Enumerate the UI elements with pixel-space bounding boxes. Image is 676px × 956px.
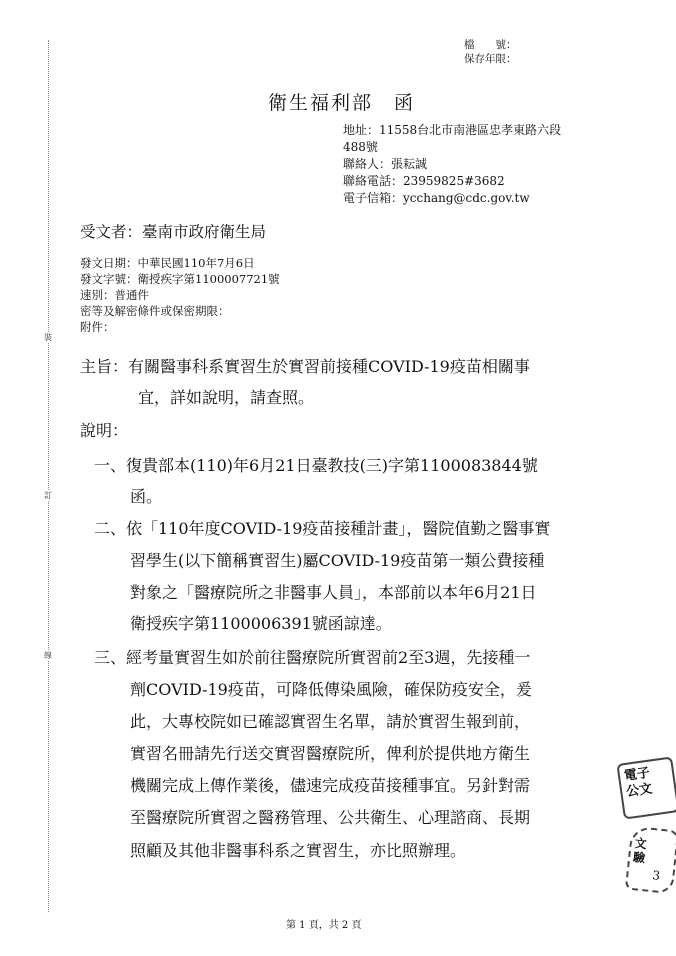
seal-number: 3 xyxy=(651,868,661,883)
subject-line1: 主旨：有關醫事科系實習生於實習前接種COVID-19疫苗相關事 xyxy=(80,357,530,376)
contact-phone: 聯絡電話：23959825#3682 xyxy=(343,174,505,188)
delivery-speed: 速別：普通件 xyxy=(80,288,149,302)
item-three-line6: 至醫療院所實習之醫務管理、公共衛生、心理諮商、長期 xyxy=(130,808,531,827)
item-three-line3: 此，大專校院如已確認實習生名單，請於實習生報到前， xyxy=(130,712,531,731)
seal-text-a: 電子 xyxy=(623,765,652,785)
contact-address-line2: 488號 xyxy=(343,140,378,154)
explanation-heading: 說明： xyxy=(80,421,129,440)
binding-mark-middle: 訂 xyxy=(44,491,52,500)
seal-text-b: 公文 xyxy=(625,781,654,800)
electronic-seal-stamp xyxy=(616,756,676,819)
binding-mark-top: 裝 xyxy=(44,333,52,342)
item-three-line2: 劑COVID-19疫苗，可降低傳染風險，確保防疫安全，爰 xyxy=(130,680,532,699)
verification-seal-stamp xyxy=(625,826,676,895)
document-number: 發文字號：衛授疾字第1100007721號 xyxy=(80,272,280,286)
item-two-line2: 習學生(以下簡稱實習生)屬COVID-19疫苗第一類公費接種 xyxy=(130,551,545,570)
retention-label: 保存年限： xyxy=(464,53,517,65)
item-three-line4: 實習名冊請先行送交實習醫療院所，俾利於提供地方衛生 xyxy=(130,744,531,763)
attachments: 附件： xyxy=(80,320,115,334)
subject-line2: 宜，詳如說明，請查照。 xyxy=(138,388,315,407)
item-one-line1: 一、復貴部本(110)年6月21日臺教技(三)字第1100083844號 xyxy=(94,456,538,475)
document-title: 衛生福利部 函 xyxy=(268,92,416,114)
item-two-line4: 衛授疾字第1100006391號函諒達。 xyxy=(130,614,392,633)
item-one-line2: 函。 xyxy=(130,487,163,506)
contact-email: 電子信箱：ycchang@cdc.gov.tw xyxy=(343,191,530,205)
page-footer: 第 1 頁，共 2 頁 xyxy=(286,920,362,931)
contact-address-line1: 地址：11558台北市南港區忠孝東路六段 xyxy=(343,123,562,137)
item-two-line3: 對象之「醫療院所之非醫事人員」，本部前以本年6月21日 xyxy=(130,583,537,602)
binding-mark-bottom: 線 xyxy=(44,651,52,660)
issue-date: 發文日期：中華民國110年7月6日 xyxy=(80,256,255,270)
item-three-line7: 照顧及其他非醫事科系之實習生，亦比照辦理。 xyxy=(130,841,467,860)
contact-person: 聯絡人：張耘誠 xyxy=(343,157,428,171)
item-three-line1: 三、經考量實習生如於前往醫療院所實習前2至3週，先接種一 xyxy=(94,648,531,667)
binding-line xyxy=(48,40,50,912)
recipient: 受文者：臺南市政府衛生局 xyxy=(80,223,267,241)
item-three-line5: 機關完成上傳作業後，儘速完成疫苗接種事宜。另針對需 xyxy=(130,776,531,795)
secrecy-level: 密等及解密條件或保密期限： xyxy=(80,304,230,318)
file-number-label: 檔 號： xyxy=(464,39,517,51)
seal-text-c: 文驗 xyxy=(632,836,648,866)
item-two-line1: 二、依「110年度COVID-19疫苗接種計畫」，醫院值勤之醫事實 xyxy=(94,519,551,538)
